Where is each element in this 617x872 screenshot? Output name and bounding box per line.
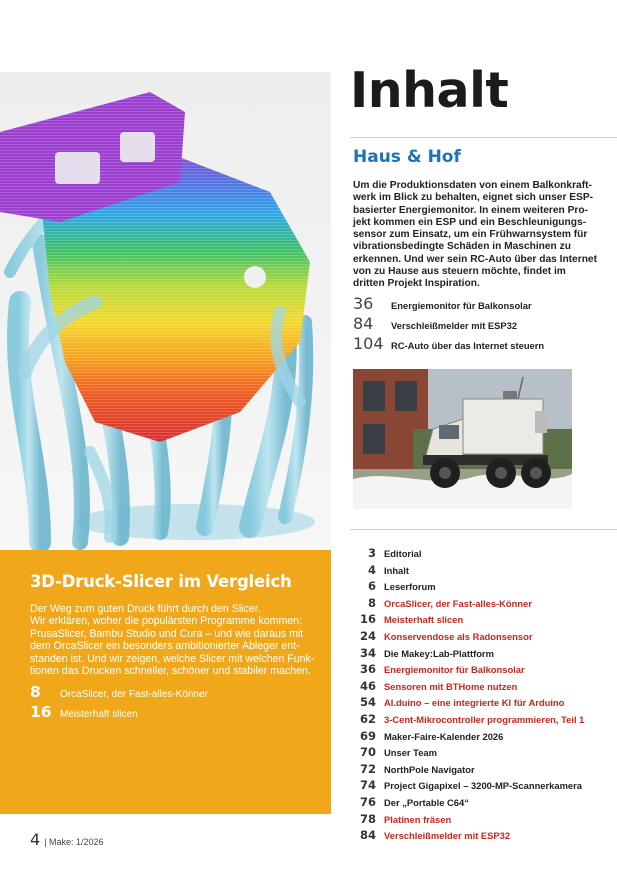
section-article[interactable] (353, 294, 613, 314)
article-page-number: 8 (30, 683, 41, 701)
feature-title: 3D-Druck-Slicer im Vergleich (30, 572, 292, 591)
toc-item[interactable] (358, 596, 613, 613)
section-line: Um die Produktionsdaten von einem Balkonkraft- (353, 180, 592, 191)
slicer-print-illustration (0, 72, 331, 550)
rc-truck-icon (353, 369, 572, 509)
toc-page-number: 4 (367, 562, 376, 577)
section-article[interactable] (353, 334, 613, 354)
toc-title: NorthPole Navigator (384, 763, 475, 775)
toc-page-number: 16 (359, 612, 376, 627)
feature-teaser (30, 603, 326, 677)
toc-item[interactable] (358, 646, 613, 663)
feature-line: Wir erklären, woher die populärsten Programme kommen: (30, 615, 303, 628)
footer-issue: | Make: 1/2026 (44, 837, 104, 847)
toc-page-number: 62 (359, 711, 376, 726)
toc-page-number: 8 (367, 595, 376, 610)
article-title: RC-Auto über das Internet steuern (391, 340, 545, 351)
toc-item[interactable] (358, 795, 613, 812)
toc-title: Energiemonitor für Balkonsolar (384, 664, 525, 676)
toc-page-number: 84 (359, 828, 376, 843)
section-line: von zu Hause aus steuern möchte, findet im (353, 266, 566, 278)
toc-title: 3-Cent-Mikrocontroller programmieren, Teil 1 (384, 713, 585, 725)
toc-page-number: 46 (359, 678, 376, 693)
toc-title: Sensoren mit BTHome nutzen (384, 680, 518, 692)
toc-page-number: 34 (359, 645, 376, 660)
article-page-number: 84 (353, 314, 374, 333)
toc-item[interactable] (358, 662, 613, 679)
section-article[interactable] (353, 314, 613, 334)
toc-page-number: 72 (359, 761, 376, 776)
feature-line: Der Weg zum guten Druck führt durch den Slicer. (30, 603, 261, 615)
section-line: werk im Blick zu behalten, eignet sich unser ESP- (353, 192, 594, 204)
feature-box (0, 550, 331, 814)
article-page-number: 16 (30, 703, 52, 721)
section-line: jekt kommen ein ESP und ein Beschleunigungs- (353, 216, 587, 228)
toc-title: Inhalt (384, 564, 409, 576)
toc-title: Unser Team (384, 747, 437, 759)
toc-item[interactable] (358, 695, 613, 712)
toc-item[interactable] (358, 612, 613, 629)
rc-truck-photo (353, 369, 572, 509)
footer-page-number: 4 (30, 830, 41, 849)
toc-title: Leserforum (384, 581, 436, 593)
toc-item[interactable] (358, 546, 613, 563)
toc-page-number: 24 (359, 628, 376, 643)
article-title: Meisterhaft slicen (60, 709, 138, 720)
toc-page-number: 54 (359, 695, 376, 710)
section-line: dritten Projekt Inspiration. (353, 278, 480, 290)
toc-item[interactable] (358, 629, 613, 646)
toc-item[interactable] (358, 563, 613, 580)
section-teaser (353, 180, 608, 291)
toc-page-number: 6 (367, 579, 376, 594)
toc-title: Die Makey:Lab-Plattform (384, 647, 494, 659)
table-of-contents (358, 546, 613, 845)
divider (350, 137, 617, 138)
rainbow-boat-print-icon (0, 72, 331, 550)
feature-article[interactable] (30, 703, 325, 723)
article-page-number: 36 (353, 294, 374, 313)
toc-title: Project Gigapixel – 3200-MP-Scannerkamera (384, 780, 583, 792)
toc-item[interactable] (358, 679, 613, 696)
feature-line: tionen das Drucken schneller, schöner und stabiler machen. (30, 665, 311, 678)
article-title: OrcaSlicer, der Fast-alles-Könner (60, 689, 208, 700)
toc-title: Meisterhaft slicen (384, 614, 464, 626)
page-footer (30, 830, 104, 849)
toc-page-number: 70 (359, 745, 376, 760)
toc-item[interactable] (358, 579, 613, 596)
feature-article[interactable] (30, 683, 325, 703)
section-title: Haus & Hof (353, 147, 461, 167)
toc-page-number: 78 (359, 811, 376, 826)
toc-title: Verschleißmelder mit ESP32 (384, 830, 511, 842)
toc-title: OrcaSlicer, der Fast-alles-Könner (384, 597, 532, 609)
toc-page-number: 3 (367, 546, 376, 560)
section-line: erkennen. Und wer sein RC-Auto über das Internet (353, 253, 597, 265)
toc-item[interactable] (358, 762, 613, 779)
page-title: Inhalt (350, 62, 509, 119)
toc-page-number: 69 (359, 728, 376, 743)
toc-item[interactable] (358, 778, 613, 795)
section-line: vibrationsbedingte Schäden in Maschinen zu (353, 241, 571, 253)
section-line: sensor zum Einsatz, um ein Frühwarnsystem für (353, 229, 588, 241)
toc-title: Konservendose als Radonsensor (384, 630, 533, 642)
toc-item[interactable] (358, 812, 613, 829)
article-page-number: 104 (353, 334, 384, 353)
divider (350, 529, 617, 530)
toc-item[interactable] (358, 828, 613, 845)
feature-article-list (30, 683, 325, 723)
toc-page-number: 74 (359, 778, 376, 793)
article-title: Verschleißmelder mit ESP32 (391, 320, 518, 331)
toc-page-number: 76 (359, 794, 376, 809)
feature-line: standen ist. Und wir zeigen, welche Slicer mit welchen Funk- (30, 652, 315, 665)
feature-line: dem OrcaSlicer ein besonders ambitionierter Ableger ent- (30, 640, 300, 653)
toc-item[interactable] (358, 745, 613, 762)
section-line: basierter Energiemonitor. In einem weiteren Pro- (353, 204, 588, 216)
section-article-list (353, 294, 613, 354)
feature-line: PrusaSlicer, Bambu Studio und Cura – und wie daraus mit (30, 627, 304, 640)
toc-title: Editorial (384, 548, 422, 559)
toc-title: Platinen fräsen (384, 813, 452, 825)
toc-item[interactable] (358, 712, 613, 729)
toc-title: Der „Portable C64“ (384, 796, 469, 808)
article-title: Energiemonitor für Balkonsolar (391, 300, 532, 311)
toc-item[interactable] (358, 729, 613, 746)
toc-title: AI.duino – eine integrierte KI für Arduino (384, 697, 565, 709)
toc-title: Maker-Faire-Kalender 2026 (384, 730, 504, 742)
toc-page-number: 36 (359, 662, 376, 677)
